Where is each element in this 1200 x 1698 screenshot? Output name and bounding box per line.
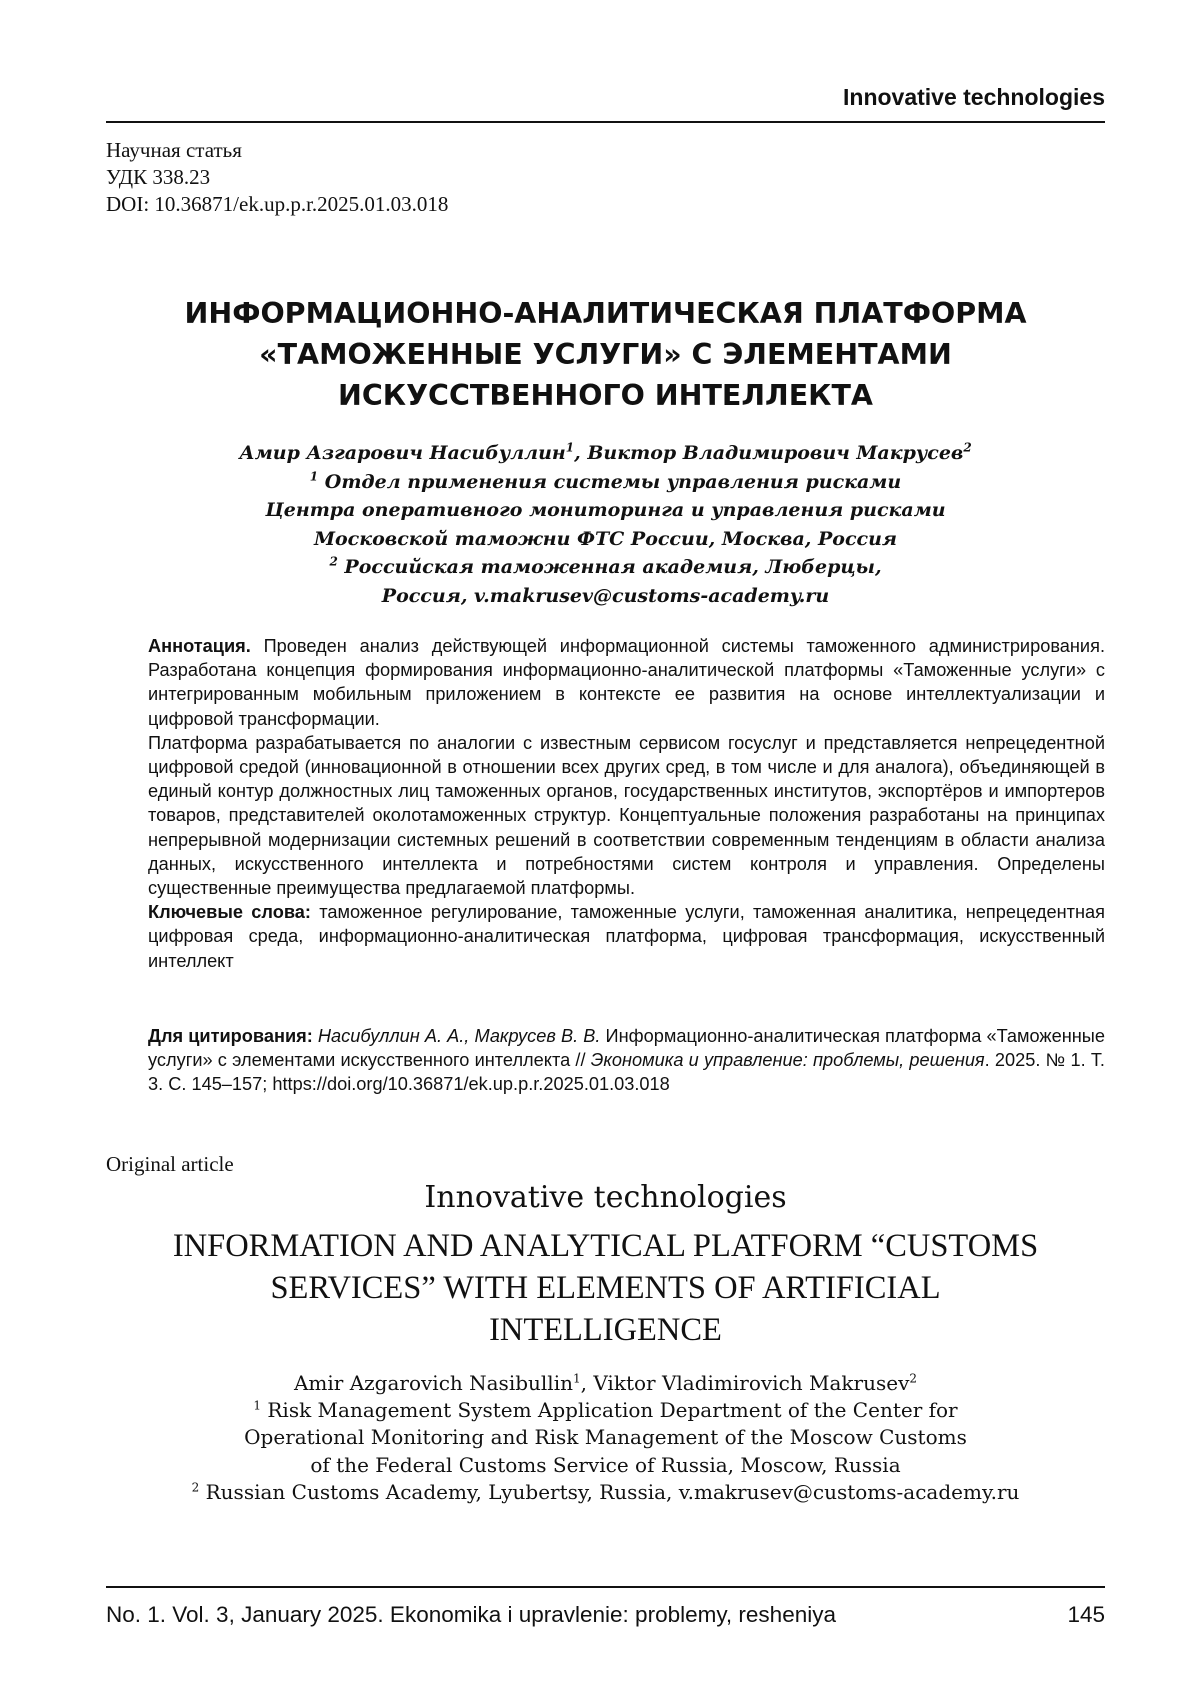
en-affiliation-2: $^2$ Russian Customs Academy, Lyubertsy, Russia, v.makrusev@customs-academy.ru bbox=[191, 1479, 1020, 1504]
header-rule bbox=[106, 121, 1105, 123]
keywords-label: Ключевые слова: bbox=[148, 902, 311, 923]
en-title-line: INFORMATION AND ANALYTICAL PLATFORM “CUSTOMS bbox=[172, 1228, 1039, 1264]
ru-affiliation-1: $^1$ Отдел применения системы управления рисками bbox=[309, 469, 902, 493]
ru-authors-block bbox=[106, 439, 1105, 610]
citation-label: Для цитирования: bbox=[148, 1026, 313, 1046]
ru-author-line: Амир Азгарович Насибуллин$^1$, Виктор Владимирович Макрусев$^2$ bbox=[239, 440, 972, 464]
en-section-title: Innovative technologies bbox=[424, 1180, 787, 1215]
en-affiliation-1-cont: Operational Monitoring and Risk Management of the Moscow Customs bbox=[244, 1425, 967, 1450]
ru-author-2: Виктор Владимирович Макрусев bbox=[587, 442, 964, 464]
footer-rule bbox=[106, 1586, 1105, 1588]
ru-author-1: Амир Азгарович Насибуллин bbox=[239, 442, 566, 464]
ru-title-line: «ТАМОЖЕННЫЕ УСЛУГИ» С ЭЛЕМЕНТАМИ bbox=[259, 338, 952, 371]
en-affiliation-1-cont: of the Federal Customs Service of Russia, Moscow, Russia bbox=[310, 1452, 901, 1477]
doi[interactable]: DOI: 10.36871/ek.up.p.r.2025.01.03.018 bbox=[106, 192, 449, 216]
citation-block bbox=[148, 1024, 1105, 1097]
en-title-line: INTELLIGENCE bbox=[489, 1312, 722, 1348]
ru-title-line: ИНФОРМАЦИОННО-АНАЛИТИЧЕСКАЯ ПЛАТФОРМА bbox=[184, 297, 1027, 330]
citation-authors: Насибуллин А. А., Макрусев В. В. bbox=[317, 1026, 601, 1046]
citation-title: Информационно-аналитическая платформа «Таможенные услуги» с элементами искусственного интеллекта // bbox=[148, 1026, 1105, 1071]
ru-title-line: ИСКУССТВЕННОГО ИНТЕЛЛЕКТА bbox=[338, 379, 873, 412]
abstract-paragraph: Платформа разрабатывается по аналогии с известным сервисом госуслуг и представляется непрецедентной цифровой средой (инновационной в отношении всех других сред, в том числе и для аналога), объединяющей в единый контур должностных лиц таможенных органов, государственных институтов, экспортёров и импортеров товаров, представителей околотаможенных структур. Концептуальные положения разработаны на принципах непрерывной модернизации системных решений в соответствии современным тенденциям в области анализа данных, искусственного интеллекта и потребностями систем контроля и управления. Определены существенные преимущества предлагаемой платформы. bbox=[148, 732, 1105, 899]
ru-abstract bbox=[148, 634, 1105, 973]
en-article-title bbox=[106, 1225, 1105, 1351]
article-type: Научная статья bbox=[106, 138, 242, 162]
citation-details: . 2025. № 1. Т. 3. С. 145–157; https://doi.org/10.36871/ek.up.p.r.2025.01.03.018 bbox=[148, 1050, 1105, 1095]
abstract-label: Аннотация. bbox=[148, 636, 251, 656]
en-author-1: Amir Azgarovich Nasibullin bbox=[293, 1371, 573, 1395]
footer-journal-info: No. 1. Vol. 3, January 2025. Ekonomika i upravlenie: problemy, resheniya bbox=[106, 1602, 836, 1627]
running-header-section: Innovative technologies bbox=[843, 84, 1105, 110]
en-author-2: Viktor Vladimirovich Makrusev bbox=[593, 1371, 910, 1395]
ru-affiliation-2-cont: Россия, v.makrusev@customs-academy.ru bbox=[381, 584, 830, 607]
article-meta bbox=[106, 137, 448, 218]
en-title-line: SERVICES” WITH ELEMENTS OF ARTIFICIAL bbox=[270, 1270, 941, 1306]
en-authors-block bbox=[106, 1370, 1105, 1506]
ru-affiliation-1-cont: Центра оперативного мониторинга и управления рисками bbox=[265, 499, 946, 521]
en-article-type: Original article bbox=[106, 1152, 234, 1176]
keywords-paragraph: Ключевые слова: таможенное регулирование, таможенные услуги, таможенная аналитика, непрецедентная цифровая среда, информационно-аналитическая платформа, цифровая трансформация, искусственный интеллект bbox=[148, 902, 1106, 971]
abstract-paragraph: Аннотация. Проведен анализ действующей информационной системы таможенного администрирования. Разработана концепция формирования информационно-аналитической платформы «Таможенные услуги» с интегрированным мобильным приложением в контексте ее развития на основе интеллектуализации и цифровой трансформации. bbox=[148, 636, 1105, 729]
citation-journal: Экономика и управление: проблемы, решения bbox=[590, 1050, 985, 1071]
ru-affiliation-2: $^2$ Российская таможенная академия, Люберцы, bbox=[329, 554, 882, 578]
en-author-line: Amir Azgarovich Nasibullin$^1$, Viktor Vladimirovich Makrusev$^2$ bbox=[293, 1371, 918, 1395]
ru-affiliation-1-cont: Московской таможни ФТС России, Москва, Россия bbox=[313, 527, 898, 550]
udc-code: УДК 338.23 bbox=[106, 165, 211, 189]
ru-article-title bbox=[106, 293, 1105, 416]
en-affiliation-1: $^1$ Risk Management System Application Department of the Center for bbox=[253, 1398, 958, 1423]
page-number: 145 bbox=[1067, 1602, 1105, 1627]
